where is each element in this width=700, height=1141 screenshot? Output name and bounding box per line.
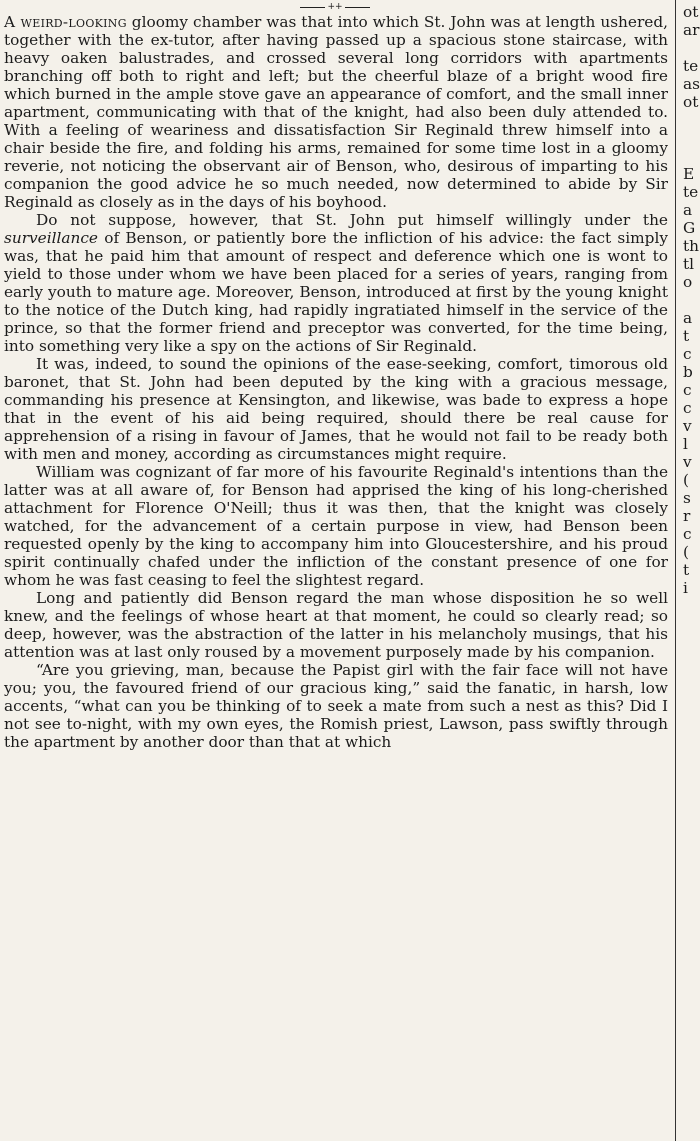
paragraph-1-text: gloomy chamber was that into which St. John was at length ushered, together with the ex-tutor, after having passed up a spacious stone staircase, with heavy oaken balustrades, and crossed several long corridors with apartments branching off both to right and left; but the cheerful blaze of a bright wood fire which burned in the ample stove gave an appearance of comfort, and the small inner apartment, communicating with that of the knight, had also been duly attended to. With a feeling of weariness and dissatisfaction Sir Reginald threw himself into a chair beside the fire, and folding his arms, remained for some time lost in a gloomy reverie, not noticing the observant air of Benson, who, desirous of imparting to his companion the good advice he so much needed, now determined to abide by Sir Reginald as closely as in the days of his boyhood.	[4, 13, 668, 211]
paragraph-2-after: of Benson, or patiently bore the infliction of his advice: the fact simply was, that he paid him that amount of respect and deference which one is wont to yield to those under whom we have been placed for a series of years, ranging from early youth to mature age. Moreover, Benson, introduced at first by the young knight to the notice of the Dutch king, had rapidly ingratiated himself in the service of the prince, so that the former friend and preceptor was converted, for the time being, into something very like a spy on the actions of Sir Reginald.	[4, 229, 668, 355]
side-fragment: as	[683, 75, 700, 93]
paragraph-3: It was, indeed, to sound the opinions of the ease-seeking, comfort, timorous old baronet, that St. John had been deputed by the king with a gracious message, commanding his presence at Kensington, and likewise, was bade to express a hope that in the event of his aid being required, should there be real cause for apprehension of a rising in favour of James, that he would not fail to be ready both with men and money, according as circumstances might require.	[4, 355, 668, 463]
side-fragment: a	[683, 201, 693, 219]
side-fragment: te	[683, 183, 699, 201]
side-fragment: (	[683, 543, 689, 561]
paragraph-1	[4, 13, 668, 211]
side-fragment: ot	[683, 93, 699, 111]
article-column	[4, 13, 668, 751]
side-fragment: c	[683, 345, 692, 363]
side-fragment: s	[683, 489, 691, 507]
side-fragment: c	[683, 525, 692, 543]
paragraph-6: “Are you grieving, man, because the Papist girl with the fair face will not have you; you, the favoured friend of our gracious king,” said the fanatic, in harsh, low accents, “what can you be thinking of to seek a mate from such a nest as this? Did I not see to-night, with my own eyes, the Romish priest, Lawson, pass swiftly through the apartment by another door than that at which	[4, 661, 668, 751]
side-fragment: E	[683, 165, 695, 183]
section-ornament: ++	[300, 2, 370, 12]
paragraph-5: Long and patiently did Benson regard the man whose disposition he so well knew, and the feelings of whose heart at that moment, he could so clearly read; so deep, however, was the abstraction of the latter in his melancholy musings, that his attention was at last only roused by a movement purposely made by his companion.	[4, 589, 668, 661]
side-fragment: o	[683, 273, 693, 291]
side-fragment: r	[683, 507, 691, 525]
side-fragment: ar	[683, 21, 700, 39]
side-fragment: ot	[683, 3, 699, 21]
side-fragment: (	[683, 471, 689, 489]
side-fragment: t	[683, 561, 690, 579]
surveillance-italic: surveillance	[4, 229, 98, 247]
side-fragment: th	[683, 237, 699, 255]
side-fragment: b	[683, 363, 693, 381]
side-fragment: G	[683, 219, 696, 237]
side-fragment: te	[683, 57, 699, 75]
side-fragment: t	[683, 327, 690, 345]
paragraph-2-before: Do not suppose, however, that St. John put himself willingly under the	[36, 211, 668, 229]
side-fragment: v	[683, 453, 692, 471]
side-fragment: c	[683, 381, 692, 399]
side-fragment: i	[683, 579, 688, 597]
adjacent-column-fragment	[681, 0, 700, 1141]
column-rule	[675, 0, 676, 1141]
side-fragment: tl	[683, 255, 695, 273]
paragraph-4: William was cognizant of far more of his favourite Reginald's intentions than the latter was at all aware of, for Benson had apprised the king of his long-cherished attachment for Florence O'Neill; thus it was then, that the knight was closely watched, for the advancement of a certain purpose in view, had Benson been requested openly by the king to accompany him into Gloucestershire, and his proud spirit continually chafed under the infliction of the constant presence of one for whom he was fast ceasing to feel the slightest regard.	[4, 463, 668, 589]
side-fragment: v	[683, 417, 692, 435]
lead-words: A weird-looking	[4, 13, 127, 31]
side-fragment: a	[683, 309, 693, 327]
side-fragment: l	[683, 435, 688, 453]
paragraph-2	[4, 211, 668, 355]
side-fragment: c	[683, 399, 692, 417]
